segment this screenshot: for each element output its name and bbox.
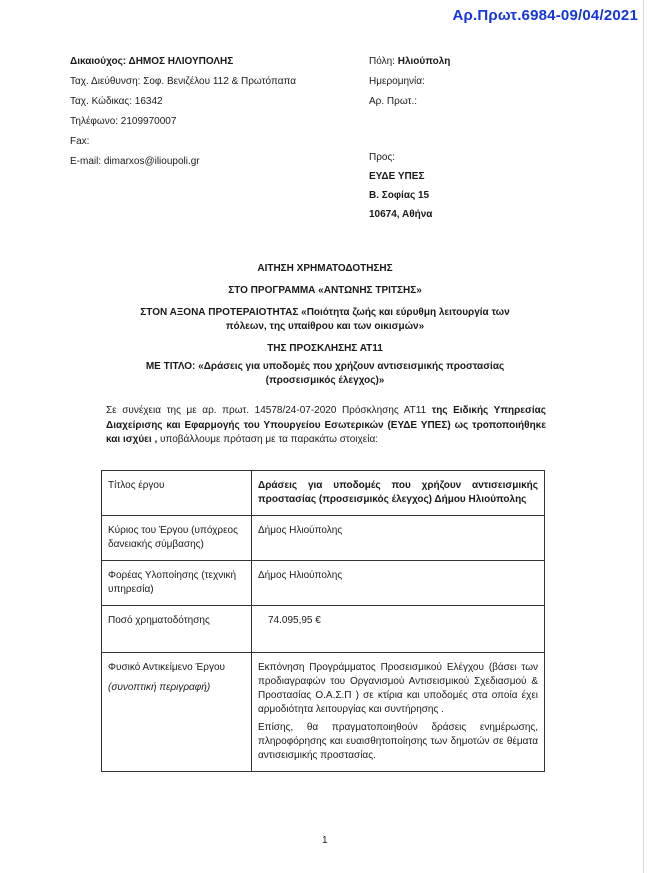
meta-block (369, 52, 450, 112)
protocol-line: Αρ. Πρωτ.: (369, 96, 417, 107)
row-label (102, 653, 252, 772)
row-label: Ποσό χρηματοδότησης (102, 606, 252, 653)
title-line-3: ΣΤΟΝ ΑΞΟΝΑ ΠΡΟΤΕΡΑΙΟΤΗΤΑΣ «Ποιότητα ζωής και εύρυθμη λειτουργία των (140, 307, 510, 318)
date-line: Ημερομηνία: (369, 76, 425, 87)
city-label: Πόλη: (369, 56, 398, 67)
row-value (252, 606, 545, 653)
title-line-5: ΤΗΣ ΠΡΟΣΚΛΗΣΗΣ ΑΤ11 (267, 343, 383, 354)
table-row (102, 606, 545, 653)
phone-line: Τηλέφωνο: 2109970007 (70, 116, 177, 127)
intro-part-3: υποβάλλουμε πρόταση με τα παρακάτω στοιχεία: (157, 434, 379, 445)
table-row (102, 471, 545, 516)
row-label-sub: (συνοπτική περιγραφή) (108, 682, 211, 693)
table-row (102, 653, 545, 772)
row-label-main: Φυσικό Αντικείμενο Έργου (108, 662, 225, 673)
title-line-4: πόλεων, της υπαίθρου και των οικισμών» (225, 321, 425, 332)
description-paragraph-1: Εκπόνηση Προγράμματος Προσεισμικού Ελέγχου (βάσει των προδιαγραφών του Οργανισμού Αντισεισμικού Σχεδιασμού & Προστασίας Ο.Α.Σ.Π ) σε κτίρια και υποδομές στα οποία έχει αρμοδιότητα λειτουργίας και συντήρησης . (258, 662, 538, 715)
table-row (102, 561, 545, 606)
beneficiary-line: Δικαιούχος: ΔΗΜΟΣ ΗΛΙΟΥΠΟΛΗΣ (70, 56, 234, 67)
city-line (369, 52, 450, 72)
recipient-name: ΕΥΔΕ ΥΠΕΣ (369, 171, 425, 182)
application-title (100, 262, 550, 388)
row-value: Δήμος Ηλιούπολης (252, 561, 545, 606)
recipient-street: Β. Σοφίας 15 (369, 190, 430, 201)
recipient-to-label: Προς: (369, 152, 396, 163)
address-line: Ταχ. Διεύθυνση: Σοφ. Βενιζέλου 112 & Πρωτόπαπα (70, 76, 297, 87)
description-paragraph-2: Επίσης, θα πραγματοποιηθούν δράσεις ενημέρωσης, πληροφόρησης και ευαισθητοποίησης των δημοτών σε θέματα αντισεισμικής προστασίας. (258, 722, 538, 761)
sender-block (70, 52, 296, 172)
fax-line: Fax: (70, 136, 90, 147)
intro-part-2: της Ειδικής Υπηρεσίας Διαχείρισης και Εφαρμογής του Υπουργείου Εσωτερικών (ΕΥΔΕ ΥΠΕΣ) ως τροποποιήθηκε και ισχύει , (106, 405, 546, 445)
project-details-table (101, 470, 545, 772)
title-line-7: (προσεισμικός έλεγχος)» (265, 375, 385, 386)
intro-part-1: Σε συνέχεια της με αρ. πρωτ. 14578/24-07-2020 Πρόσκλησης ΑΤ11 (106, 405, 432, 416)
title-line-6: ΜΕ ΤΙΤΛΟ: «Δράσεις για υποδομές που χρήζουν αντισεισμικής προστασίας (145, 361, 505, 372)
table-row (102, 516, 545, 561)
row-label: Τίτλος έργου (102, 471, 252, 516)
page-number: 1 (322, 835, 328, 846)
page-edge-divider (643, 0, 644, 873)
row-value (252, 653, 545, 772)
amount-value: 74.095,95 € (268, 615, 321, 626)
row-value: Δήμος Ηλιούπολης (252, 516, 545, 561)
row-value: Δράσεις για υποδομές που χρήζουν αντισεισμικής προστασίας (προσεισμικός έλεγχος) Δήμου Ηλιούπολης (252, 471, 545, 516)
row-label: Φορέας Υλοποίησης (τεχνική υπηρεσία) (102, 561, 252, 606)
intro-paragraph (106, 404, 546, 448)
protocol-number-stamp: Αρ.Πρωτ.6984-09/04/2021 (452, 7, 638, 24)
title-line-2: ΣΤΟ ΠΡΟΓΡΑΜΜΑ «ΑΝΤΩΝΗΣ ΤΡΙΤΣΗΣ» (228, 285, 422, 296)
postal-code-line: Ταχ. Κώδικας: 16342 (70, 96, 163, 107)
city-value: Ηλιούπολη (397, 56, 451, 67)
title-line-1: ΑΙΤΗΣΗ ΧΡΗΜΑΤΟΔΟΤΗΣΗΣ (257, 263, 393, 274)
row-label: Κύριος του Έργου (υπόχρεος δανειακής σύμβασης) (102, 516, 252, 561)
recipient-block (369, 148, 432, 224)
email-line: E-mail: dimarxos@ilioupoli.gr (70, 156, 200, 167)
recipient-city: 10674, Αθήνα (369, 209, 433, 220)
